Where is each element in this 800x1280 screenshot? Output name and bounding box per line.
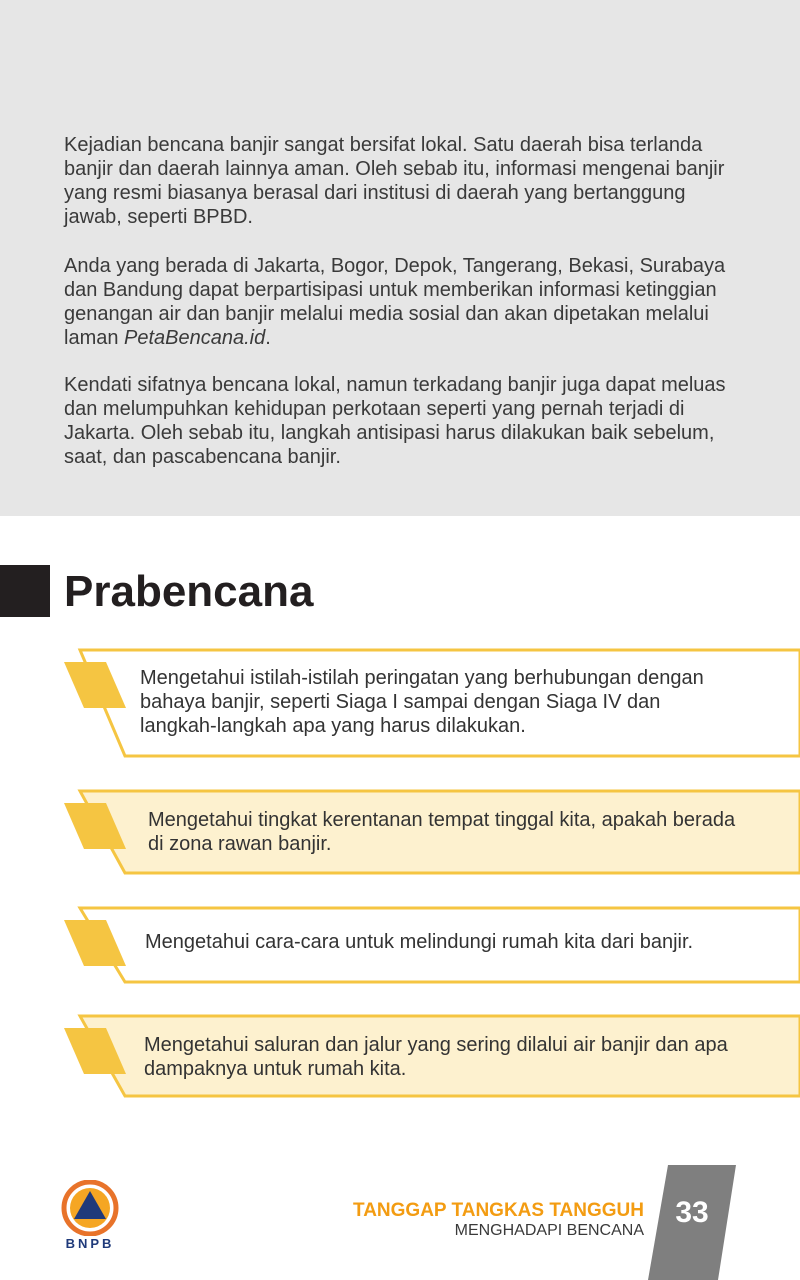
intro-paragraph-2-end: . <box>265 327 271 349</box>
tagline-main: TANGGAP TANGKAS TANGGUH <box>353 1200 644 1221</box>
intro-paragraph-2-text: Anda yang berada di Jakarta, Bogor, Depok, Tangerang, Bekasi, Surabaya dan Bandung dapat berpartisipasi untuk memberikan informasi ketinggian genangan air dan banjir melalui media sosial dan akan dipetakan melalui laman <box>64 255 726 349</box>
list-item <box>0 1014 800 1100</box>
item-text-2: Mengetahui tingkat kerentanan tempat tinggal kita, apakah berada di zona rawan banjir. <box>148 809 736 855</box>
list-item <box>0 789 800 877</box>
item-text-4: Mengetahui saluran dan jalur yang sering dilalui air banjir dan apa dampaknya untuk rumah kita. <box>144 1034 728 1080</box>
item-text-3: Mengetahui cara-cara untuk melindungi rumah kita dari banjir. <box>145 931 694 953</box>
tagline-sub: MENGHADAPI BENCANA <box>454 1222 644 1239</box>
intro-paragraph-3: Kendati sifatnya bencana lokal, namun terkadang banjir juga dapat meluas dan melumpuhkan kehidupan perkotaan seperti yang pernah terjadi di Jakarta. Oleh sebab itu, langkah antisipasi harus dilakukan baik sebelum, saat, dan pascabencana banjir. <box>64 374 726 468</box>
logo-text: BNPB <box>65 1236 115 1251</box>
page-number: 33 <box>675 1196 709 1229</box>
intro-panel <box>0 0 800 516</box>
petabencana-link: PetaBencana.id <box>124 327 266 349</box>
bnpb-logo <box>58 1180 122 1250</box>
bnpb-emblem-icon <box>58 1180 122 1236</box>
intro-paragraph-2 <box>64 254 744 350</box>
section-marker <box>0 565 50 617</box>
footer-tagline <box>353 1200 644 1240</box>
list-item <box>0 906 800 986</box>
list-item <box>0 648 800 760</box>
section-title: Prabencana <box>64 567 314 616</box>
intro-paragraph-1: Kejadian bencana banjir sangat bersifat lokal. Satu daerah bisa terlanda banjir dan daerah lainnya aman. Oleh sebab itu, informasi mengenai banjir yang resmi biasanya berasal dari institusi di daerah yang bertanggung jawab, seperti BPBD. <box>64 134 725 228</box>
item-text-1: Mengetahui istilah-istilah peringatan yang berhubungan dengan bahaya banjir, seperti Siaga I sampai dengan Siaga IV dan langkah-langkah apa yang harus dilakukan. <box>140 667 704 737</box>
